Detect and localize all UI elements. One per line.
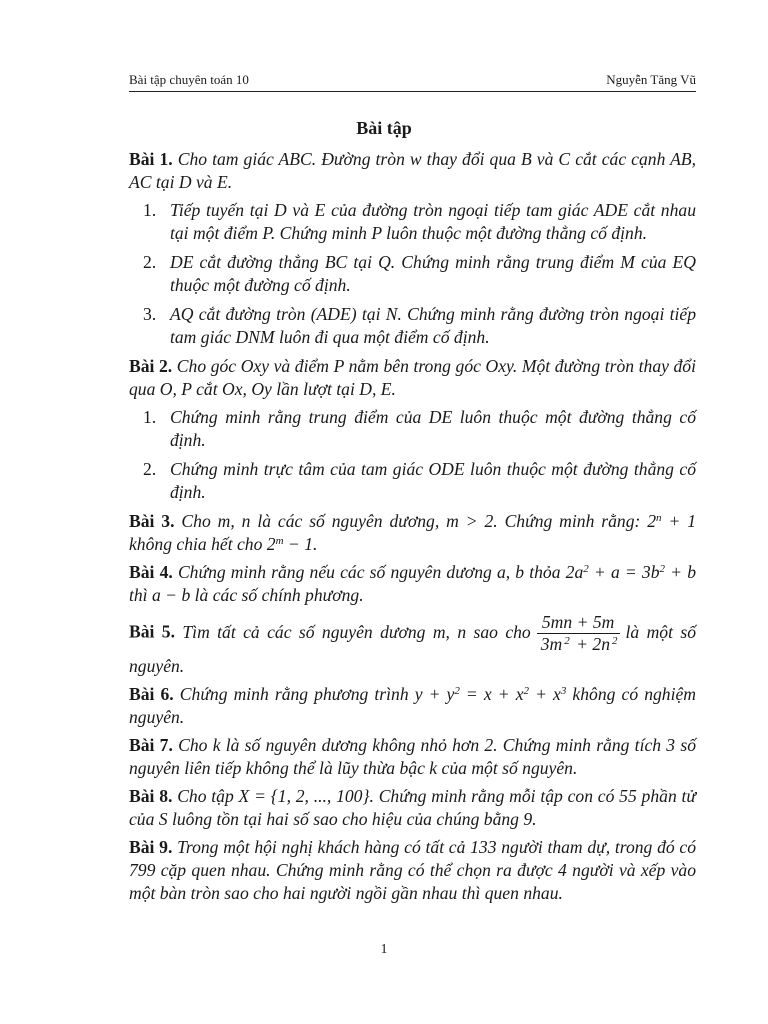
problem-text: = x + x (459, 684, 524, 704)
list-item (129, 199, 696, 245)
problem-text: Tìm tất cả các số nguyên dương m, n sao cho (182, 621, 531, 642)
problem-text: Cho tập X = {1, 2, ..., 100}. Chứng minh rằng mỗi tập con có 55 phần tử của S luông tồn tại hai số sao cho hiệu của chúng bằng 9. (129, 786, 697, 829)
problem-text: + b thì a − b là các số chính phương. (129, 562, 697, 605)
fraction (537, 612, 620, 655)
problem-label: Bài 4. (129, 562, 173, 582)
problem-label: Bài 3. (129, 511, 175, 531)
problem-text: Cho tam giác ABC. Đường tròn w thay đổi qua B và C cắt các cạnh AB, AC tại D và E. (129, 149, 697, 192)
problem-label: Bài 8. (129, 786, 173, 806)
item-number: 2. (143, 459, 157, 479)
problem-2-items (129, 406, 696, 504)
exponent: 2 (583, 563, 589, 575)
problem-text: Cho góc Oxy và điểm P nằm bên trong góc Oxy. Một đường tròn thay đổi qua O, P cắt Ox, Oy lần lượt tại D, E. (129, 356, 696, 399)
problem-1 (129, 148, 696, 194)
problem-label: Bài 7. (129, 735, 173, 755)
exponent: 2 (523, 685, 530, 697)
problem-label: Bài 2. (129, 356, 173, 376)
problem-text: Cho m, n là các số nguyên dương, m > 2. Chứng minh rằng: 2 (181, 511, 657, 531)
item-number: 3. (143, 304, 157, 324)
problem-text: − 1. (283, 534, 318, 554)
fraction-denominator: 3m $^2$ + 2n $^2$ (537, 633, 620, 655)
problem-text: Trong một hội nghị khách hàng có tất cả 133 người tham dự, trong đó có 799 cặp quen nhau. Chứng minh rằng có thể chọn ra được 4 người và xếp vào một bàn tròn sao cho hai người ngồi gần nhau thì quen nhau. (129, 837, 697, 903)
problem-1-items (129, 199, 696, 349)
problem-2 (129, 355, 696, 401)
list-item (129, 406, 696, 452)
problem-text: + 1 không chia hết cho 2 (129, 511, 697, 554)
problem-5 (129, 612, 696, 678)
page-number: 1 (380, 942, 388, 957)
exponent: n (656, 512, 662, 524)
header-right: Nguyễn Tăng Vũ (606, 72, 696, 87)
problem-list (129, 148, 696, 910)
problem-3 (129, 510, 696, 556)
problem-text: Cho k là số nguyên dương không nhỏ hơn 2. Chứng minh rằng tích 3 số nguyên liên tiếp không thể là lũy thừa bậc k của một số nguyên. (129, 735, 696, 778)
problem-text: + a = 3b (588, 562, 660, 582)
problem-8 (129, 785, 696, 831)
problem-text: là một số nguyên. (129, 621, 696, 676)
problem-text: Chứng minh rằng phương trình y + y (179, 684, 455, 704)
item-text: Chứng minh rằng trung điểm của DE luôn thuộc một đường thẳng cố định. (170, 407, 696, 450)
exponent: 2 (454, 685, 460, 697)
problem-7 (129, 734, 696, 780)
exponent: 2 (659, 563, 666, 575)
header-rule (129, 91, 696, 92)
problem-label: Bài 5. (129, 621, 175, 642)
problem-4 (129, 561, 696, 607)
item-text: Tiếp tuyến tại D và E của đường tròn ngoại tiếp tam giác ADE cắt nhau tại một điểm P. Chứng minh P luôn thuộc một đường thẳng cố định. (170, 200, 696, 243)
exponent: m (275, 535, 284, 547)
problem-text: Chứng minh rằng nếu các số nguyên dương a, b thỏa 2a (177, 562, 584, 582)
page-header (129, 72, 696, 88)
problem-9 (129, 836, 696, 905)
problem-label: Bài 1. (129, 149, 173, 169)
problem-text: + x (529, 684, 561, 704)
fraction-numerator: 5mn + 5m (541, 612, 615, 632)
item-text: AQ cắt đường tròn (ADE) tại N. Chứng minh rằng đường tròn ngoại tiếp tam giác DNM luôn đi qua một điểm cố định. (170, 304, 696, 347)
page-title: Bài tập (356, 118, 412, 138)
problem-label: Bài 9. (129, 837, 173, 857)
list-item (129, 303, 696, 349)
list-item (129, 251, 696, 297)
exponent: 3 (560, 685, 567, 697)
item-text: DE cắt đường thẳng BC tại Q. Chứng minh rằng trung điểm M của EQ thuộc một đường cố định. (170, 252, 696, 295)
problem-label: Bài 6. (129, 684, 174, 704)
item-number: 1. (143, 407, 157, 427)
item-number: 1. (143, 200, 157, 220)
header-left: Bài tập chuyên toán 10 (129, 72, 249, 87)
item-number: 2. (143, 252, 157, 272)
problem-6 (129, 683, 696, 729)
item-text: Chứng minh trực tâm của tam giác ODE luôn thuộc một đường thẳng cố định. (170, 459, 696, 502)
problem-text: không có nghiệm nguyên. (129, 684, 696, 727)
list-item (129, 458, 696, 504)
